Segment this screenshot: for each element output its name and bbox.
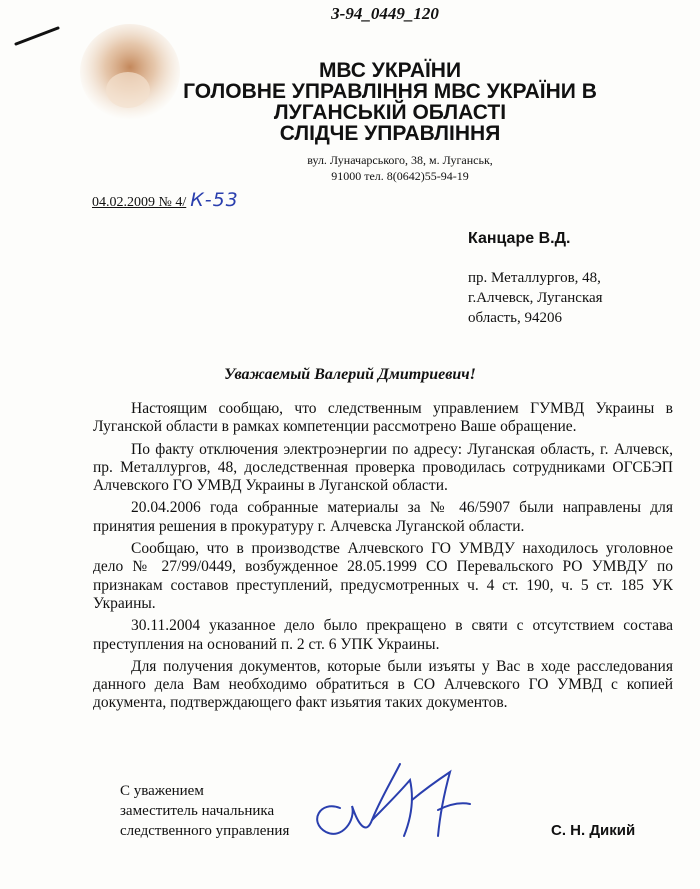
handwritten-signature [300, 750, 500, 845]
letterhead [150, 60, 630, 144]
body-paragraph: 30.11.2004 указанное дело было прекращено в святи с отсутствием состава преступления на оснований п. 2 ст. 6 УПК Украины. [93, 617, 673, 653]
registration-number [92, 189, 239, 211]
recipient-name: Канцаре В.Д. [468, 230, 571, 247]
recipient-address-line: область, 94206 [468, 310, 562, 326]
salutation: Уважаемый Валерий Дмитриевич! [224, 366, 476, 383]
closing-position: заместитель начальника [120, 803, 275, 819]
closing-department: следственного управления [120, 823, 290, 839]
closing-regards: С уважением [120, 783, 204, 799]
header-unit: СЛІДЧЕ УПРАВЛІННЯ [279, 122, 501, 145]
letter-body [93, 400, 673, 717]
recipient-address-line: г.Алчевск, Луганская [468, 290, 603, 306]
handwritten-number: К-53 [190, 189, 239, 211]
sender-phone-line: 91000 тел. 8(0642)55-94-19 [331, 169, 469, 183]
pen-mark [14, 22, 64, 52]
header-region: ЛУГАНСЬКІЙ ОБЛАСТІ [273, 101, 507, 124]
body-paragraph: По факту отключения электроэнергии по адресу: Луганская область, г. Алчевск, пр. Металлургов, 48, доследственная проверка проводилась сотрудниками ОГСБЭП Алчевского ГО УМВД Украины в Луганской области. [93, 440, 673, 495]
body-paragraph: 20.04.2006 года собранные материалы за № 46/5907 были направлены для принятия решения в прокуратуру г. Алчевска Луганской области. [93, 499, 673, 535]
sender-address-line: вул. Луначарського, 38, м. Луганськ, [307, 153, 493, 167]
header-department: ГОЛОВНЕ УПРАВЛІННЯ МВС УКРАЇНИ В [183, 80, 597, 103]
signer-name: С. Н. Дикий [551, 822, 636, 839]
recipient-address [468, 268, 648, 328]
document-id: 3-94_0449_120 [331, 4, 439, 23]
body-paragraph: Сообщаю, что в производстве Алчевского ГО УМВДУ находилось уголовное дело № 27/99/0449, возбужденное 28.05.1999 СО Перевальского РО УМВДУ по признакам составов преступлений, предусмотренных ч. 4 ст. 190, ч. 5 ст. 185 УК Украины. [93, 540, 673, 612]
registration-date: 04.02.2009 № 4/ [92, 195, 187, 210]
closing-block [120, 781, 289, 841]
header-ministry: МВС УКРАЇНИ [318, 59, 462, 82]
body-paragraph: Настоящим сообщаю, что следственным управлением ГУМВД Украины в Луганской области в рамках компетенции рассмотрено Ваше обращение. [93, 400, 673, 436]
recipient-address-line: пр. Металлургов, 48, [468, 270, 601, 286]
sender-address [290, 152, 510, 184]
body-paragraph: Для получения документов, которые были изъяты у Вас в ходе расследования данного дела Вам необходимо обратиться в СО Алчевского ГО УМВД с копией документа, подтверждающего факт изьятия таких документов. [93, 657, 673, 712]
